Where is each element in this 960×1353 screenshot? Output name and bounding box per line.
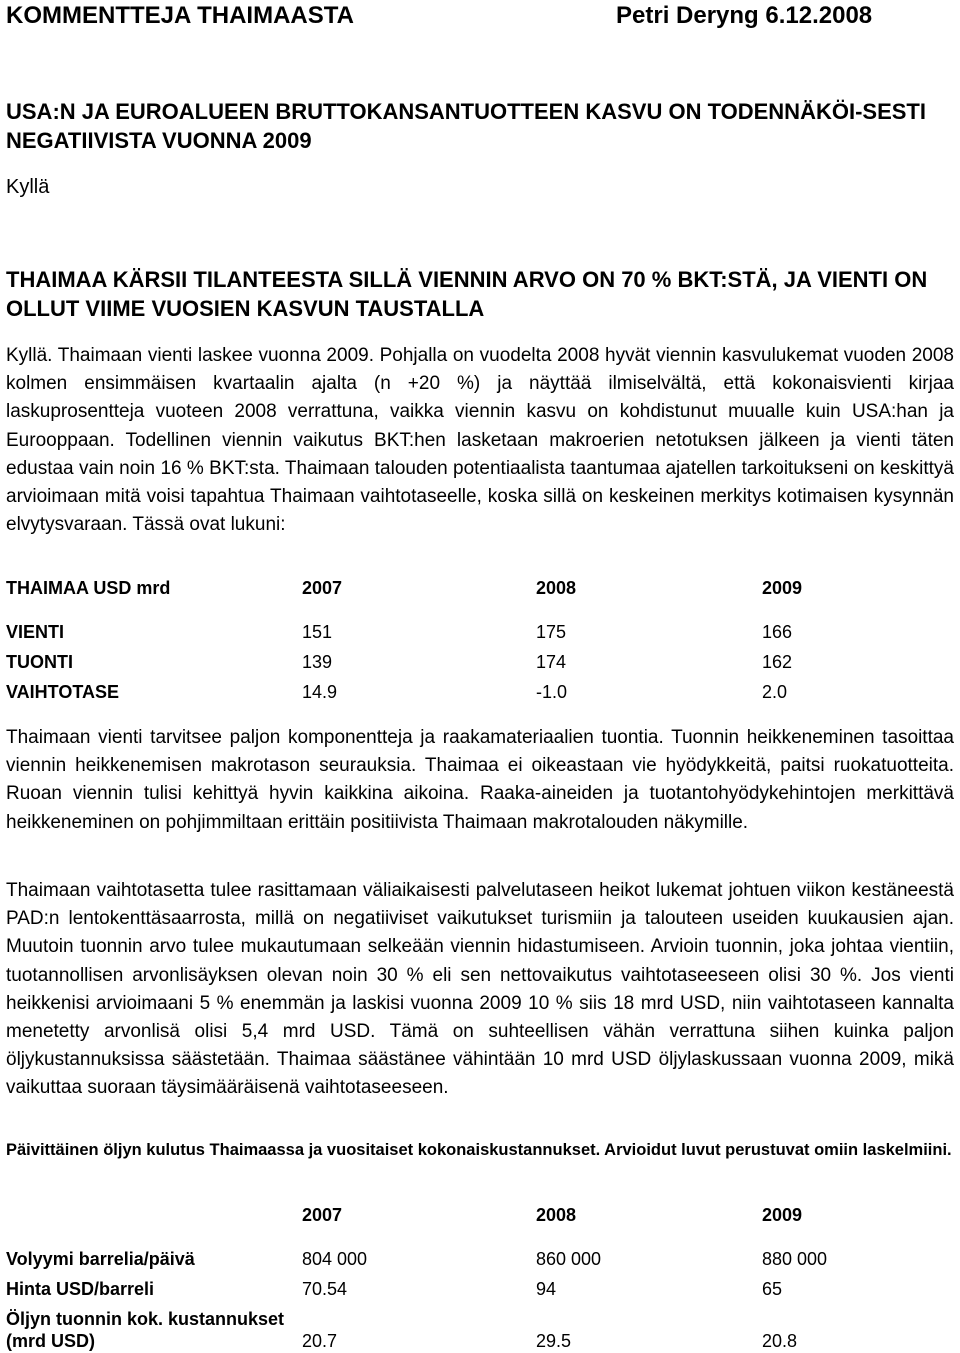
table-cell: 139	[302, 652, 333, 672]
section-answer-1: Kyllä	[6, 176, 50, 198]
table-cell: 804 000	[302, 1249, 368, 1269]
table-cell: 162	[762, 652, 793, 672]
table-cell: 2008	[536, 578, 577, 598]
header-title: KOMMENTTEJA THAIMAASTA	[6, 2, 354, 29]
table-cell: 174	[536, 652, 567, 672]
paragraph-2: Thaimaan vienti tarvitsee paljon komponentteja ja raakamateriaalien tuontia. Tuonnin heikkeneminen tasoittaa viennin heikkenemisen makrotason seurauksia. Thaimaa ei oikeastaan vie hyödykkeitä, paitsi ruokatuotteita. Ruoan viennin tulisi kehittyä hyvin kaikkina aikoina. Raaka-aineiden ja tuotantohyödykehintojen merkittävä heikkeneminen on pohjimmiltaan erittäin positiivista Thaimaan makrotalouden näkymille.	[6, 727, 954, 833]
table-cell: 29.5	[536, 1331, 572, 1351]
table-cell: 2009	[762, 578, 803, 598]
table-cell: 2009	[762, 1205, 803, 1225]
table-cell: VIENTI	[6, 622, 65, 642]
table-cell: 166	[762, 622, 793, 642]
table-cell: 65	[762, 1279, 783, 1299]
table-cell: 20.8	[762, 1331, 798, 1351]
table-cell: Öljyn tuonnin kok. kustannukset	[6, 1309, 285, 1329]
table-cell: 94	[536, 1279, 557, 1299]
table-cell: (mrd USD)	[6, 1331, 95, 1351]
table-cell: TUONTI	[6, 652, 73, 672]
table-cell: 860 000	[536, 1249, 602, 1269]
paragraph-3: Thaimaan vaihtotasetta tulee rasittamaan väliaikaisesti palvelutaseen heikot lukemat johtuen viikon kestäneestä PAD:n lentokenttäsaarrosta, millä on negatiiviset vaikutukset turismiin ja talouteen useiden kuukausien ajan. Muutoin tuonnin arvo tulee mukautumaan selkeään viennin hidastumiseen. Arvioin tuonnin, joka johtaa vientiin, tuotannollisen arvonlisäyksen olevan noin 30 % eli sen nettovaikutus vaihtotaseeseen olisi 30 %. Jos vienti heikkenisi arvioimaani 5 % enemmän ja laskisi vuonna 2009 10 % siis 18 mrd USD, niin vaihtotaseen kannalta menetetty arvonlisä olisi 5,4 mrd USD. Tämä on suhteellisen vähän verrattuna siihen kuinka paljon öljykustannuksissa säästetään. Thaimaa säästänee vähintään 10 mrd USD öljylaskussaan vuonna 2009, mikä vaikuttaa suoraan täysimääräisenä vaihtotaseeseen.	[6, 880, 954, 1099]
table-cell: THAIMAA USD mrd	[6, 578, 171, 598]
header-author-date: Petri Deryng 6.12.2008	[616, 2, 873, 29]
table-cell: 2008	[536, 1205, 577, 1225]
table-cell: Hinta USD/barreli	[6, 1279, 155, 1299]
table-cell: 151	[302, 622, 333, 642]
table-cell: 880 000	[762, 1249, 828, 1269]
table-cell: 2007	[302, 1205, 343, 1225]
table-cell: 70.54	[302, 1279, 348, 1299]
table-cell: 175	[536, 622, 567, 642]
trade-table	[6, 578, 954, 708]
table-cell: VAIHTOTASE	[6, 682, 120, 702]
oil-table	[6, 1205, 954, 1353]
table-cell: 2.0	[762, 682, 788, 702]
table-cell: -1.0	[536, 682, 568, 702]
table-cell: 14.9	[302, 682, 338, 702]
section-heading-2: THAIMAA KÄRSII TILANTEESTA SILLÄ VIENNIN ARVO ON 70 % BKT:STÄ, JA VIENTI ON OLLUT VIIME VUOSIEN KASVUN TAUSTALLA	[6, 267, 928, 321]
section-heading-1: USA:N JA EUROALUEEN BRUTTOKANSANTUOTTEEN KASVU ON TODENNÄKÖI-SESTI NEGATIIVISTA VUONNA 2009	[6, 99, 926, 153]
table-cell: 2007	[302, 578, 343, 598]
table-cell: Volyymi barrelia/päivä	[6, 1249, 195, 1269]
paragraph-1: Kyllä. Thaimaan vienti laskee vuonna 2009. Pohjalla on vuodelta 2008 hyvät viennin kasvulukemat vuoden 2008 kolmen ensimmäisen kvartaalin ajalta (n +20 %) ja näyttää ilmiselvältä, että kokonaisvienti kirjaa laskuprosentteja vuoteen 2008 verrattuna, vaikka viennin kasvu on kohdistunut muualle kuin USA:han ja Eurooppaan. Todellinen viennin vaikutus BKT:hen lasketaan makroerien netotuksen jälkeen ja vienti täten edustaa vain noin 16 % BKT:sta. Thaimaan talouden potentiaalista taantumaa ajatellen tarkoitukseni on keskittyä arvioimaan mitä voisi tapahtua Thaimaan vaihtotaseelle, koska sillä on keskeinen merkitys kotimaisen kysynnän elvytysvaraan. Tässä ovat lukuni:	[6, 345, 954, 536]
oil-table-caption: Päivittäinen öljyn kulutus Thaimaassa ja vuositaiset kokonaiskustannukset. Arvioidut luvut perustuvat omiin laskelmiini.	[6, 1141, 952, 1159]
table-cell: 20.7	[302, 1331, 338, 1351]
